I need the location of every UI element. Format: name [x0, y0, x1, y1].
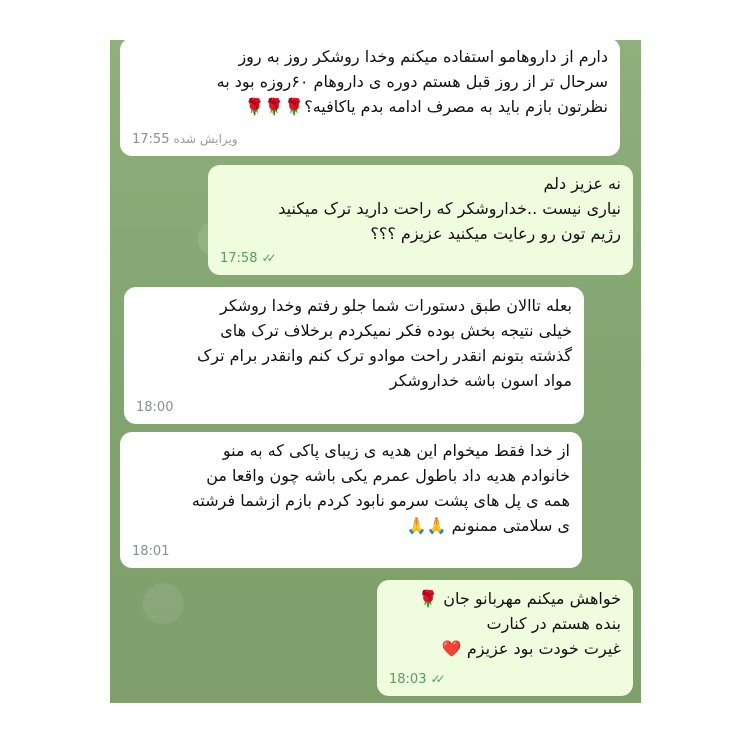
message-bubble[interactable]	[120, 40, 620, 156]
chat-background	[110, 40, 641, 703]
message-meta	[132, 127, 238, 152]
read-ticks-icon: ✓✓	[430, 672, 441, 686]
message-time: 17:58	[220, 251, 258, 266]
message-bubble-outgoing[interactable]	[208, 165, 633, 275]
message-bubble[interactable]	[120, 432, 582, 568]
message-meta	[132, 539, 169, 564]
message-text: نه عزیز دلم نیاری نیست ..خداروشکر که راحت دارید ترک میکنید رژیم تون رو رعایت میکنید عزیزم ؟؟؟	[278, 174, 621, 243]
message-text: خواهش میکنم مهربانو جان 🌹 بنده هستم در کنارت غیرت خودت بود عزیزم ❤️	[418, 589, 621, 658]
message-meta	[136, 395, 173, 420]
message-meta	[220, 246, 272, 271]
message-time: 18:00	[136, 400, 174, 415]
message-time: 17:55	[132, 132, 170, 147]
edited-label: ویرایش شده	[173, 132, 238, 146]
message-bubble[interactable]	[124, 287, 584, 424]
message-bubble-outgoing[interactable]	[377, 580, 633, 696]
message-text: دارم از داروهامو استفاده میکنم وخدا روشکر روز به روز سرحال تر از روز قبل هستم دوره ی داروهام ۶۰روزه بود به نظرتون بازم باید به مصرف ادامه بدم یاکافیه؟🌹🌹🌹	[216, 47, 608, 116]
read-ticks-icon: ✓✓	[261, 251, 272, 265]
message-meta	[389, 667, 441, 692]
message-time: 18:03	[389, 672, 427, 687]
message-text: بعله تاالان طبق دستورات شما جلو رفتم وخدا روشکر خیلی نتیجه بخش بوده فکر نمیکردم برخلاف ترک های گذشته بتونم انقدر راحت موادو ترک کنم وانقدر برام ترک مواد اسون باشه خداروشکر	[196, 296, 572, 390]
message-time: 18:01	[132, 544, 170, 559]
message-text: از خدا فقط میخوام این هدیه ی زیبای پاکی که به منو خانوادم هدیه داد باطول عمرم یکی باشه چون واقعا من همه ی پل های پشت سرمو نابود کردم بازم ازشما فرشته ی سلامتی ممنونم 🙏🙏	[191, 441, 570, 535]
